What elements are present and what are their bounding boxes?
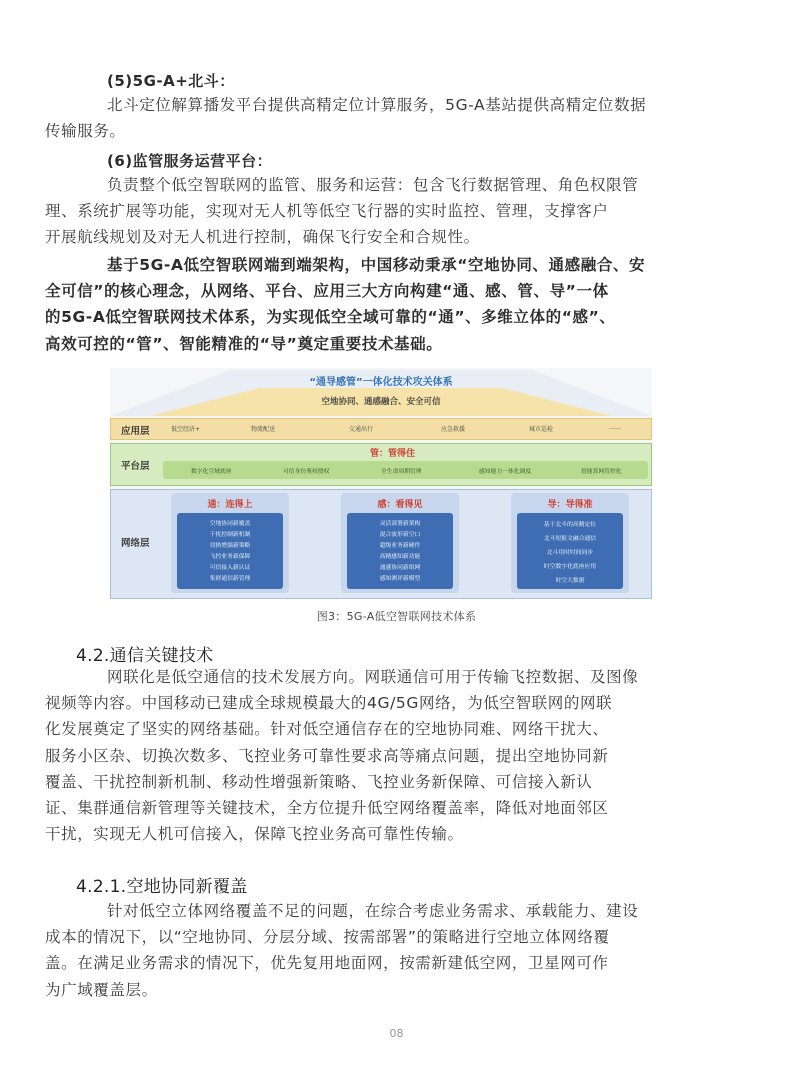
network-item: 灵活部署新架构 <box>379 521 421 527</box>
network-item: 空地协同新覆盖 <box>209 521 251 527</box>
text-line: 高效可控的“管”、智能精准的“导”奠定重要技术基础。 <box>45 334 443 353</box>
network-item: 北斗用时时间同步 <box>546 550 594 556</box>
network-item: 时空大数据 <box>555 578 585 584</box>
app-item: 低空经济+ <box>171 426 201 433</box>
network-item: 时空数字化底座应用 <box>543 564 597 570</box>
platform-layer-label: 平台层 <box>121 461 150 472</box>
network-item: 飞控业务新保障 <box>209 554 251 560</box>
section-6-paragraph <box>45 172 716 251</box>
text-line: 化发展奠定了坚实的网络基础。针对低空通信存在的空地协同难、网络干扰大、 <box>45 720 609 739</box>
figure-caption: 图3：5G-A低空智联网技术体系 <box>316 610 477 623</box>
network-item: 集群通信新管理 <box>209 576 251 582</box>
text-line: 的5G-A低空智联网技术体系，为实现低空全域可靠的“通”、多维立体的“感”、 <box>45 308 616 327</box>
platform-heading: 管：管得住 <box>370 449 416 459</box>
network-column-nav <box>511 493 629 593</box>
text-line: 传输服务。 <box>45 122 126 141</box>
text-line: 视频等内容。中国移动已建成全球规模最大的4G/5G网络，为低空智联网的网联 <box>45 694 613 713</box>
text-line: 为广域覆盖层。 <box>45 980 158 999</box>
text-line: 北斗定位解算播发平台提供高精定位计算服务，5G-A基站提供高精定位数据 <box>107 96 647 114</box>
network-column-heading: 感：看得见 <box>377 500 423 510</box>
page-number: 08 <box>389 1027 404 1040</box>
network-item: 通感协同新组网 <box>379 565 421 571</box>
application-layer-label: 应用层 <box>121 426 150 437</box>
text-line: 盖。在满足业务需求的情况下，优先复用地面网，按需新建低空网，卫星网可作 <box>45 954 609 973</box>
platform-item: 数字化空域底座 <box>191 469 232 475</box>
network-column-heading: 导：导得准 <box>547 500 593 510</box>
app-item: 应急救援 <box>441 426 466 433</box>
app-item: 城市巡检 <box>529 426 554 433</box>
text-line: 全可信”的核心理念，从网络、平台、应用三大方向构建“通、感、管、导”一体 <box>45 282 609 301</box>
network-column-box <box>177 513 283 589</box>
platform-item: 智能算网管控化 <box>581 469 622 475</box>
network-item: 高精感知新功能 <box>379 554 421 560</box>
network-column-comm <box>171 493 289 593</box>
text-line: 证、集群通信新管理等关键技术，全方位提升低空网络覆盖率，降低对地面邻区 <box>45 799 609 818</box>
platform-item: 全生命周期管理 <box>381 469 422 475</box>
text-line: 理、系统扩展等功能，实现对无人机等低空飞行器的实时监控、管理，支撑客户 <box>45 202 609 221</box>
network-column-heading: 通：连得上 <box>207 500 253 510</box>
network-column-box <box>347 513 453 589</box>
platform-item: 感知能力一体化调度 <box>479 469 532 475</box>
section-4-2-paragraph <box>45 664 716 847</box>
figure-subtitle: 空地协同、通感融合、安全可信 <box>321 397 441 407</box>
section-5-paragraph <box>45 92 716 144</box>
text-line: 覆盖、干扰控制新机制、移动性增强新策略、飞控业务新保障、可信接入新认 <box>45 772 593 791</box>
text-line: 网联化是低空通信的技术发展方向。网联通信可用于传输飞控数据、及图像 <box>107 668 639 686</box>
platform-bar <box>163 461 648 479</box>
network-item: 北斗短报文融合通信 <box>543 536 597 542</box>
text-line: 干扰，实现无人机可信接入，保障飞控业务高可靠性传输。 <box>45 825 464 844</box>
section-4-2-1-paragraph <box>45 898 716 1003</box>
network-item: 超级业务新硬件 <box>379 543 421 549</box>
text-line: 负责整个低空智联网的监管、服务和运营：包含飞行数据管理、角色权限管 <box>107 176 639 194</box>
text-line: 基于5G-A低空智联网端到端架构，中国移动秉承“空地协同、通感融合、安 <box>107 256 646 274</box>
network-item: 感知测评新模型 <box>379 576 421 582</box>
text-line: 针对低空立体网络覆盖不足的问题，在综合考虑业务需求、承载能力、建设 <box>107 902 639 920</box>
text-line: 开展航线规划及对无人机进行控制，确保飞行安全和合规性。 <box>45 228 480 247</box>
text-line: 成本的情况下，以“空地协同、分层分域、按需部署”的策略进行空地立体网络覆 <box>45 928 610 947</box>
platform-item: 可信身份鉴权授权 <box>283 469 330 475</box>
platform-layer <box>110 443 652 486</box>
app-item: 交通出行 <box>349 426 374 433</box>
network-column-sense <box>341 493 459 593</box>
network-item: 干扰控制新机制 <box>209 532 251 538</box>
network-layer-label: 网络层 <box>121 538 150 549</box>
section-4-2-heading: 4.2.通信关键技术 <box>76 646 214 666</box>
network-item: 基于北斗的高精定位 <box>543 522 597 528</box>
network-column-box <box>517 513 623 589</box>
app-item: …… <box>609 424 621 431</box>
section-4-2-1-heading: 4.2.1.空地协同新覆盖 <box>76 877 248 897</box>
figure-title: “通导感管”一体化技术攻关体系 <box>309 377 453 388</box>
application-layer <box>110 418 652 440</box>
network-layer <box>110 489 652 599</box>
network-item: 切换增强新策略 <box>209 543 251 549</box>
architecture-figure <box>110 368 652 599</box>
section-5-title: (5)5G-A+北斗： <box>107 72 235 90</box>
network-item: 混合波形新空口 <box>379 532 421 538</box>
network-item: 可信接入新认证 <box>209 565 251 571</box>
app-item: 物流配送 <box>251 426 276 433</box>
summary-paragraph <box>45 252 716 357</box>
text-line: 服务小区杂、切换次数多、飞控业务可靠性要求高等痛点问题，提出空地协同新 <box>45 746 609 765</box>
section-6-title: (6)监管服务运营平台： <box>107 152 273 170</box>
